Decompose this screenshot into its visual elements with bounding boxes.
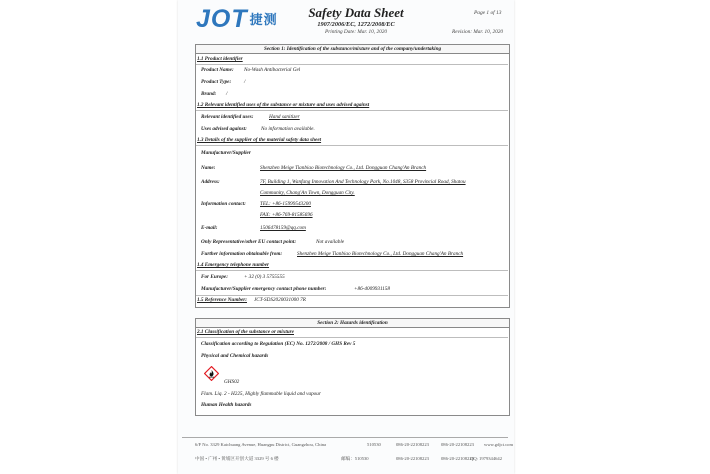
footer-tel-cn: 086-20-22108223 bbox=[396, 456, 429, 461]
regulation-subtitle: 1907/2006/EC, 1272/2008/EC bbox=[317, 21, 395, 28]
name-label: Name: bbox=[201, 165, 216, 171]
heading-1-4: 1.4 Emergency telephone number bbox=[197, 262, 270, 268]
reference-label: 1.5 Reference Number: bbox=[197, 297, 247, 303]
relevant-uses-value: Hand sanitizer bbox=[269, 114, 300, 120]
footer-tel-en: 086-20-22108223 bbox=[396, 442, 429, 447]
heading-1-3: 1.3 Details of the supplier of the material safety data sheet bbox=[197, 137, 322, 143]
product-name-value: No-Wash Antibacterial Gel bbox=[244, 67, 301, 73]
revision-date: Revision: Mar. 10, 2020 bbox=[452, 29, 504, 35]
document-title: Safety Data Sheet bbox=[308, 5, 404, 20]
footer-postcode-en: 510530 bbox=[367, 442, 381, 447]
footer-address-cn: 中国 • 广州 • 黄埔区开创大道 3329 号 6 楼 bbox=[195, 456, 279, 461]
page-number: Page 1 of 13 bbox=[474, 10, 502, 16]
eu-contact-label: Only Representative/other EU contact point: bbox=[201, 239, 297, 245]
flame-hazard-icon bbox=[204, 366, 219, 381]
heading-1-2: 1.2 Relevant identified uses of the substance or mixture and uses advised against bbox=[197, 102, 370, 108]
footer-postcode-cn: 邮编：510530 bbox=[341, 456, 369, 461]
fax-value: FAX: +86-769-81585696 bbox=[260, 212, 313, 218]
further-info-label: Further information obtainable from: bbox=[201, 251, 283, 257]
address-line-2: Community, Chang'An Town, Dongguan City. bbox=[260, 190, 355, 196]
product-type-value: / bbox=[244, 79, 246, 85]
section-1-heading: Section 1: Identification of the substance/mixture and of the company/undertaking bbox=[196, 45, 509, 54]
further-info-value: Shenzhen Meige Tianbiao Biotechnology Co., Ltd. Dongguan Chang'An Branch bbox=[297, 251, 464, 257]
footer-qq: QQ: 1979344642 bbox=[470, 456, 503, 461]
tel-value: TEL: +86-15999543200 bbox=[260, 201, 311, 207]
divider bbox=[196, 295, 508, 296]
footer-fax-en: 086-20-22108223 bbox=[441, 442, 474, 447]
divider bbox=[196, 110, 508, 111]
address-line-1: 7F, Building 1, Wanfang Innovation And Technology Park, No.1048, S358 Provincial Road, Shatou bbox=[260, 179, 466, 185]
heading-2-1: 2.1 Classification of the substance or mixture bbox=[197, 329, 294, 335]
relevant-uses-label: Relevant identified uses: bbox=[201, 114, 254, 120]
advised-against-value: No information available. bbox=[261, 126, 315, 132]
divider bbox=[196, 64, 508, 65]
product-type-label: Product Type: bbox=[201, 79, 232, 85]
physical-hazards: Physical and Chemical hazards bbox=[201, 353, 269, 359]
email-label: E-mail: bbox=[201, 225, 218, 231]
europe-phone: + 32 (0) 3 5755555 bbox=[244, 274, 285, 280]
printing-date: Printing Date: Mar. 10, 2020 bbox=[324, 29, 388, 35]
brand-logo: JOT 捷测 bbox=[196, 5, 278, 33]
eu-contact-value: Not available bbox=[316, 239, 345, 245]
classification-reg: Classification according to Regulation (EC) No. 1272/2008 / GHS Rev 5 bbox=[201, 341, 356, 347]
brand-label: Brand: bbox=[201, 91, 217, 97]
divider bbox=[196, 337, 508, 338]
divider bbox=[196, 145, 508, 146]
contact-label: Information contact: bbox=[201, 201, 246, 207]
reference-value: JCT-SDS2020031000 7R bbox=[254, 297, 306, 303]
heading-1-1: 1.1 Product identifier bbox=[197, 56, 243, 62]
human-health-hazards: Human Health hazards bbox=[201, 402, 252, 408]
brand-value: / bbox=[226, 91, 228, 97]
advised-against-label: Uses advised against: bbox=[201, 126, 247, 132]
product-name-label: Product Name: bbox=[201, 67, 234, 73]
mfr-emergency-label: Manufacturer/Supplier emergency contact phone number: bbox=[201, 286, 327, 292]
footer-divider bbox=[182, 437, 508, 438]
flammable-statement: Flam. Liq. 2 - H225, Highly flammable liquid and vapour bbox=[201, 391, 321, 397]
address-label: Address: bbox=[201, 179, 220, 185]
footer-fax-cn: 086-20-22108223 bbox=[441, 456, 474, 461]
section-1-box bbox=[195, 44, 510, 308]
ghs-code: GHS02 bbox=[224, 379, 240, 385]
section-2-heading: Section 2: Hazards identification bbox=[196, 319, 509, 328]
europe-label: For Europe: bbox=[201, 274, 228, 280]
footer-website: www.gdjct.com bbox=[484, 442, 514, 447]
divider bbox=[196, 270, 508, 271]
email-value: 1506478159@qq.com bbox=[260, 225, 306, 231]
footer-address-en: 6/F No. 3329 Kaichuang Avenue, Huangpu District, Guangzhou, China bbox=[195, 442, 327, 447]
mfr-emergency-phone: +86-4009931158 bbox=[354, 286, 390, 292]
supplier-label: Manufacturer/Supplier bbox=[201, 150, 251, 156]
name-value: Shenzhen Meige Tianbiao Biotechnology Co., Ltd. Dongguan Chang'An Branch bbox=[260, 165, 427, 171]
